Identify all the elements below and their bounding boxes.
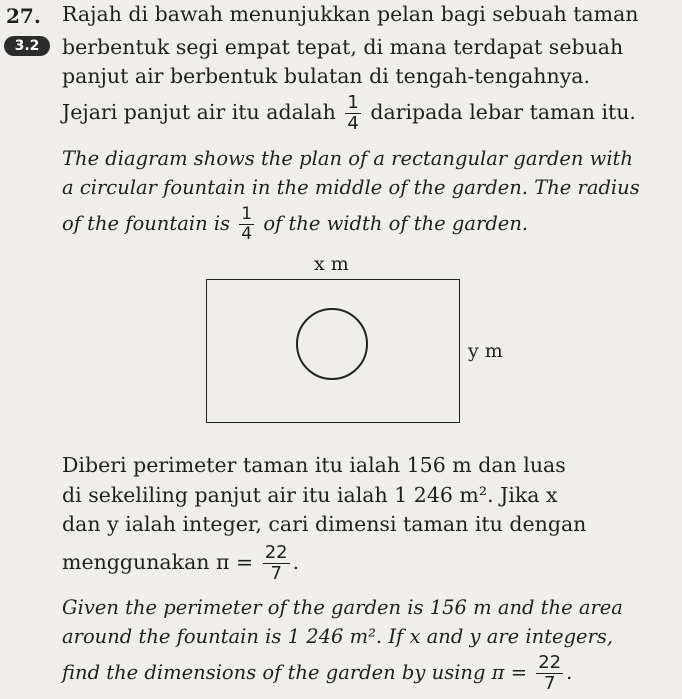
pi-denominator: 7 bbox=[543, 673, 556, 694]
task-malay-line-1: Diberi perimeter taman itu ialah 156 m dan luas bbox=[62, 453, 566, 477]
task-english-pi-text: find the dimensions of the garden by using π = bbox=[62, 661, 528, 684]
height-label: y m bbox=[468, 340, 503, 362]
question-number: 27. bbox=[6, 4, 41, 28]
task-malay-line-2: di sekeliling panjut air itu ialah 1 246 m². Jika x bbox=[62, 483, 558, 507]
english-radius-line bbox=[62, 205, 528, 244]
fraction-one-quarter-english bbox=[239, 205, 254, 244]
fraction-denominator: 4 bbox=[241, 224, 253, 244]
pi-denominator: 7 bbox=[270, 563, 282, 584]
malay-radius-text-end: daripada lebar taman itu. bbox=[370, 100, 636, 124]
malay-intro-line-3: panjut air berbentuk bulatan di tengah-tengahnya. bbox=[62, 64, 591, 88]
pi-fraction-english bbox=[536, 653, 563, 694]
task-english-line-1: Given the perimeter of the garden is 156 m and the area bbox=[62, 596, 623, 619]
period: . bbox=[566, 661, 573, 684]
malay-radius-text: Jejari panjut air itu adalah bbox=[62, 100, 336, 124]
topic-badge: 3.2 bbox=[4, 36, 50, 56]
period: . bbox=[292, 550, 300, 574]
malay-intro-line-1: Rajah di bawah menunjukkan pelan bagi sebuah taman bbox=[62, 2, 639, 26]
pi-numerator: 22 bbox=[264, 542, 288, 563]
english-intro-line-2: a circular fountain in the middle of the garden. The radius bbox=[62, 176, 640, 199]
english-radius-text: of the fountain is bbox=[62, 212, 231, 235]
pi-numerator: 22 bbox=[538, 652, 562, 673]
task-malay-pi-text: menggunakan π = bbox=[62, 550, 254, 574]
task-malay-line-3: dan y ialah integer, cari dimensi taman itu dengan bbox=[62, 512, 587, 536]
fraction-one-quarter bbox=[345, 93, 360, 134]
english-radius-text-end: of the width of the garden. bbox=[263, 212, 529, 235]
pi-fraction bbox=[263, 543, 290, 584]
fountain-circle bbox=[296, 308, 368, 380]
malay-intro-line-2: berbentuk segi empat tepat, di mana terdapat sebuah bbox=[62, 35, 624, 59]
malay-radius-line bbox=[62, 93, 636, 134]
fraction-denominator: 4 bbox=[347, 113, 359, 134]
width-label: x m bbox=[314, 253, 349, 275]
task-english-line-3 bbox=[62, 653, 572, 694]
english-intro-line-1: The diagram shows the plan of a rectangular garden with bbox=[62, 147, 633, 170]
task-english-line-2: around the fountain is 1 246 m². If x and y are integers, bbox=[62, 625, 614, 648]
fraction-numerator: 1 bbox=[347, 92, 359, 113]
task-malay-line-4 bbox=[62, 543, 299, 584]
fraction-numerator: 1 bbox=[241, 204, 253, 224]
